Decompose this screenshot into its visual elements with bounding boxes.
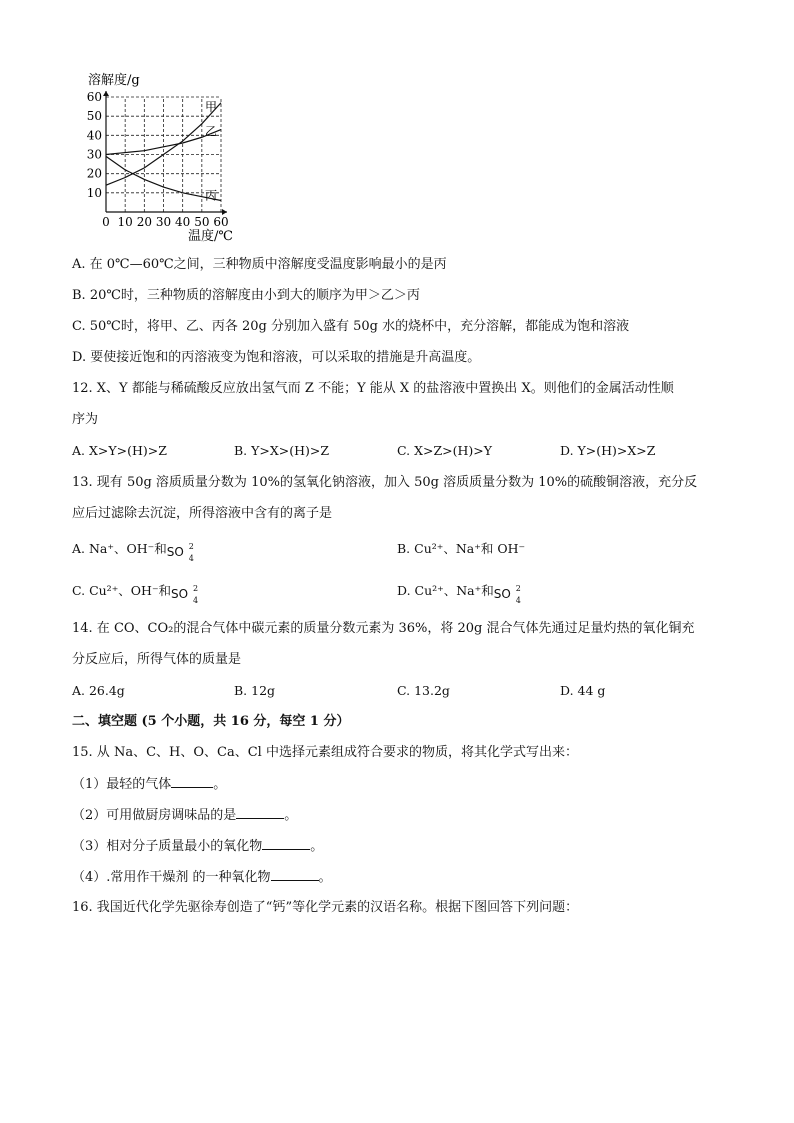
- section-heading: 二、填空题 (5 个小题，共 16 分，每空 1 分）: [72, 714, 350, 729]
- answer-blank: [171, 775, 213, 788]
- answer-blank: [262, 837, 310, 850]
- q13-stem-line1: 13. 现有 50g 溶质质量分数为 10%的氢氧化钠溶液，加入 50g 溶质质量分数为 10%的硫酸铜溶液，充分反: [72, 475, 698, 490]
- q14-option-d: D. 44 g: [560, 683, 606, 698]
- x-tick-label: 10: [117, 215, 133, 229]
- q13-option-d: [397, 582, 522, 605]
- q12-option-b: B. Y>X>(H)>Z: [234, 443, 330, 458]
- chart-y-axis-label: 溶解度/g: [88, 73, 140, 88]
- q12-stem-line2: 序为: [72, 412, 99, 427]
- q15-part-2: [72, 806, 297, 825]
- q15-part-2-text: （2）可用做厨房调味品的是: [72, 808, 237, 823]
- sulfate-ion: SO 2 4: [166, 541, 194, 563]
- x-tick-label: 50: [194, 215, 210, 229]
- series-label-1: 甲: [205, 99, 218, 114]
- q14-option-c: C. 13.2g: [397, 683, 450, 698]
- q12-stem-line1: 12. X、Y 都能与稀硫酸反应放出氢气而 Z 不能；Y 能从 X 的盐溶液中置换出 X。则他们的金属活动性顺: [72, 381, 674, 396]
- q13-option-b: B. Cu²⁺、Na⁺和 OH⁻: [397, 541, 526, 556]
- sulfate-ion: SO 2 4: [171, 583, 199, 605]
- q13-option-a-text: A. Na⁺、OH⁻和: [72, 541, 167, 556]
- x-tick-label: 0: [102, 215, 110, 229]
- answer-blank: [236, 806, 284, 819]
- period: 。: [310, 839, 324, 854]
- answer-blank: [271, 868, 319, 881]
- solubility-chart-svg: [78, 70, 248, 245]
- q14-stem-line2: 分反应后，所得气体的质量是: [72, 652, 242, 667]
- period: 。: [213, 777, 227, 792]
- q13-option-c: [72, 582, 199, 605]
- y-tick-label: 50: [86, 109, 102, 124]
- y-tick-label: 40: [86, 128, 102, 143]
- q16-stem: 16. 我国近代化学先驱徐寿创造了“钙”等化学元素的汉语名称。根据下图回答下列问题：: [72, 900, 579, 915]
- x-tick-label: 20: [136, 215, 152, 229]
- q15-part-3: [72, 837, 323, 856]
- y-tick-label: 60: [86, 90, 102, 104]
- q13-stem-line2: 应后过滤除去沉淀，所得溶液中含有的离子是: [72, 506, 333, 521]
- y-axis-arrow: [103, 91, 109, 96]
- solubility-chart: [78, 70, 248, 245]
- q13-option-c-text: C. Cu²⁺、OH⁻和: [72, 583, 172, 598]
- series-label-2: 乙: [205, 124, 218, 139]
- q11-option-b: B. 20℃时，三种物质的溶解度由小到大的顺序为甲＞乙＞丙: [72, 288, 420, 303]
- q15-part-4-text: （4）.常用作干燥剂 的一种氧化物: [72, 870, 271, 885]
- x-tick-label: 60: [213, 215, 229, 229]
- q14-option-a: A. 26.4g: [72, 683, 125, 698]
- y-tick-label: 30: [86, 147, 102, 162]
- q14-option-b: B. 12g: [234, 683, 276, 698]
- q12-option-d: D. Y>(H)>X>Z: [560, 443, 656, 458]
- q11-option-d: D. 要使接近饱和的丙溶液变为饱和溶液，可以采取的措施是升高温度。: [72, 350, 481, 365]
- q15-part-1: [72, 775, 226, 794]
- period: 。: [284, 808, 298, 823]
- period: 。: [318, 870, 332, 885]
- q15-part-4: [72, 868, 332, 887]
- q12-option-a: A. X>Y>(H)>Z: [72, 443, 167, 458]
- series-label-3: 丙: [205, 188, 218, 203]
- chart-x-axis-label: 温度/℃: [188, 229, 233, 244]
- x-tick-label: 40: [175, 215, 191, 229]
- sulfate-ion: SO 2 4: [493, 583, 521, 605]
- y-tick-label: 20: [86, 166, 102, 181]
- q14-stem-line1: 14. 在 CO、CO₂的混合气体中碳元素的质量分数元素为 36%，将 20g 混合气体先通过足量灼热的氧化铜充: [72, 621, 695, 636]
- q11-option-a: A. 在 0℃—60℃之间，三种物质中溶解度受温度影响最小的是丙: [72, 257, 447, 272]
- x-tick-label: 30: [155, 215, 172, 229]
- q13-option-a: [72, 540, 195, 563]
- q12-option-c: C. X>Z>(H)>Y: [397, 443, 492, 458]
- q15-part-1-text: （1）最轻的气体: [72, 777, 172, 792]
- q15-part-3-text: （3）相对分子质量最小的氧化物: [72, 839, 263, 854]
- q11-option-c: C. 50℃时，将甲、乙、丙各 20g 分别加入盛有 50g 水的烧杯中，充分溶解，都能成为饱和溶液: [72, 319, 630, 334]
- y-tick-label: 10: [86, 185, 102, 200]
- q13-option-d-text: D. Cu²⁺、Na⁺和: [397, 583, 494, 598]
- q15-stem: 15. 从 Na、C、H、O、Ca、Cl 中选择元素组成符合要求的物质，将其化学式写出来：: [72, 745, 578, 760]
